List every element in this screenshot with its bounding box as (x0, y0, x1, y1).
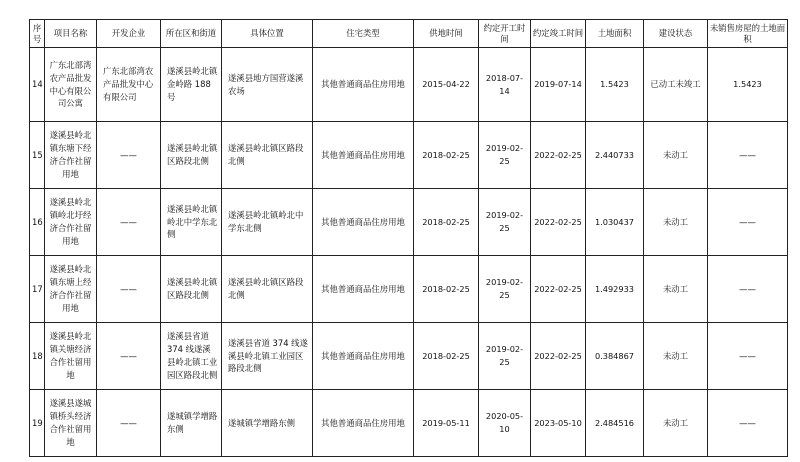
table-row (30, 390, 788, 457)
cell-finish-date: 2023-05-10 (531, 390, 586, 457)
cell-finish-date: 2019-07-14 (531, 48, 586, 122)
cell-no: 14 (30, 48, 45, 122)
cell-finish-date: 2022-02-25 (531, 189, 586, 256)
cell-housing-type: 其他普通商品住房用地 (313, 48, 414, 122)
cell-location: 遂溪县岭北镇岭北中学东北侧 (222, 189, 313, 256)
cell-project-name: 广东北部湾农产品批发中心有限公司公寓 (45, 48, 97, 122)
cell-unsold-area: —— (708, 122, 788, 189)
table-row (30, 48, 788, 122)
header-district: 所在区和街道 (161, 20, 222, 48)
cell-location: 遂溪县岭北镇区路段北侧 (222, 256, 313, 323)
cell-unsold-area: —— (708, 323, 788, 390)
cell-location: 遂溪县岭北镇区路段北侧 (222, 122, 313, 189)
header-row (30, 20, 788, 48)
cell-start-date: 2019-02-25 (479, 323, 531, 390)
header-developer: 开发企业 (97, 20, 161, 48)
cell-unsold-area: —— (708, 256, 788, 323)
cell-status: 未动工 (644, 256, 708, 323)
cell-developer: —— (97, 122, 161, 189)
table-row (30, 189, 788, 256)
header-no: 序号 (30, 20, 45, 48)
cell-start-date: 2018-07-14 (479, 48, 531, 122)
cell-district: 遂溪县省道 374 线遂溪县岭北镇工业园区路段北侧 (161, 323, 222, 390)
cell-housing-type: 其他普通商品住房用地 (313, 189, 414, 256)
cell-start-date: 2019-02-25 (479, 122, 531, 189)
header-housing-type: 住宅类型 (313, 20, 414, 48)
cell-developer: —— (97, 256, 161, 323)
header-project-name: 项目名称 (45, 20, 97, 48)
cell-supply-date: 2018-02-25 (414, 256, 479, 323)
cell-project-name: 遂溪县岭北镇关塘经济合作社留用地 (45, 323, 97, 390)
cell-land-area: 1.030437 (586, 189, 644, 256)
header-finish-date: 约定竣工时间 (531, 20, 586, 48)
table-row (30, 122, 788, 189)
cell-finish-date: 2022-02-25 (531, 256, 586, 323)
header-status: 建设状态 (644, 20, 708, 48)
cell-supply-date: 2018-02-25 (414, 122, 479, 189)
cell-land-area: 1.5423 (586, 48, 644, 122)
cell-location: 遂城镇学增路东侧 (222, 390, 313, 457)
cell-start-date: 2019-02-25 (479, 256, 531, 323)
cell-unsold-area: 1.5423 (708, 48, 788, 122)
cell-district: 遂溪县岭北镇金岭路 188 号 (161, 48, 222, 122)
cell-land-area: 1.492933 (586, 256, 644, 323)
cell-start-date: 2019-02-25 (479, 189, 531, 256)
cell-unsold-area: —— (708, 390, 788, 457)
header-location: 具体位置 (222, 20, 313, 48)
cell-housing-type: 其他普通商品住房用地 (313, 256, 414, 323)
cell-supply-date: 2018-02-25 (414, 189, 479, 256)
cell-location: 遂溪县省道 374 线遂溪县岭北镇工业园区路段北侧 (222, 323, 313, 390)
cell-developer: —— (97, 189, 161, 256)
table-row (30, 256, 788, 323)
cell-developer: —— (97, 390, 161, 457)
cell-supply-date: 2018-02-25 (414, 323, 479, 390)
cell-status: 未动工 (644, 189, 708, 256)
cell-housing-type: 其他普通商品住房用地 (313, 122, 414, 189)
cell-project-name: 遂溪县岭北镇东塘上经济合作社留用地 (45, 256, 97, 323)
cell-project-name: 遂溪县岭北镇岭北圩经济合作社留用地 (45, 189, 97, 256)
cell-no: 17 (30, 256, 45, 323)
cell-unsold-area: —— (708, 189, 788, 256)
header-supply-date: 供地时间 (414, 20, 479, 48)
cell-housing-type: 其他普通商品住房用地 (313, 323, 414, 390)
cell-project-name: 遂溪县岭北镇东塘下经济合作社留用地 (45, 122, 97, 189)
header-start-date: 约定开工时间 (479, 20, 531, 48)
cell-start-date: 2020-05-10 (479, 390, 531, 457)
cell-no: 18 (30, 323, 45, 390)
cell-finish-date: 2022-02-25 (531, 323, 586, 390)
cell-district: 遂溪县岭北镇岭北中学东北侧 (161, 189, 222, 256)
cell-land-area: 2.440733 (586, 122, 644, 189)
land-supply-table (29, 19, 788, 457)
cell-district: 遂溪县岭北镇区路段北侧 (161, 122, 222, 189)
cell-no: 16 (30, 189, 45, 256)
cell-district: 遂溪县岭北镇区路段北侧 (161, 256, 222, 323)
cell-no: 15 (30, 122, 45, 189)
cell-supply-date: 2019-05-11 (414, 390, 479, 457)
cell-land-area: 0.384867 (586, 323, 644, 390)
header-land-area: 土地面积 (586, 20, 644, 48)
header-unsold-area: 未销售房屋的土地面积 (708, 20, 788, 48)
cell-housing-type: 其他普通商品住房用地 (313, 390, 414, 457)
table-row (30, 323, 788, 390)
cell-developer: 广东北部湾农产品批发中心有限公司 (97, 48, 161, 122)
cell-project-name: 遂溪县遂城镇桥头经济合作社留用地 (45, 390, 97, 457)
cell-district: 遂城镇学增路东侧 (161, 390, 222, 457)
cell-status: 未动工 (644, 390, 708, 457)
cell-supply-date: 2015-04-22 (414, 48, 479, 122)
cell-no: 19 (30, 390, 45, 457)
cell-location: 遂溪县地方国营遂溪农场 (222, 48, 313, 122)
cell-developer: —— (97, 323, 161, 390)
cell-land-area: 2.484516 (586, 390, 644, 457)
cell-finish-date: 2022-02-25 (531, 122, 586, 189)
cell-status: 未动工 (644, 122, 708, 189)
cell-status: 已动工未竣工 (644, 48, 708, 122)
cell-status: 未动工 (644, 323, 708, 390)
